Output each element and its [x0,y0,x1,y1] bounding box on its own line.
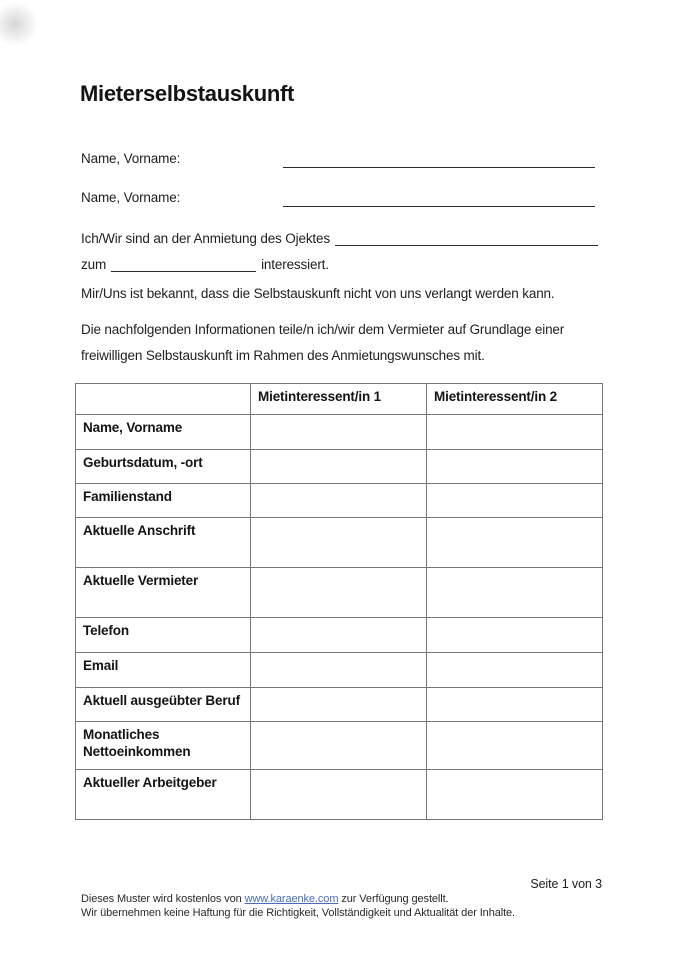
cell-familienstand-interessent-1 [251,484,427,518]
cell-vermieter-interessent-1 [251,568,427,618]
row-label-vermieter: Aktuelle Vermieter [76,568,251,618]
cell-name-interessent-2 [427,415,603,450]
row-label-familienstand: Familienstand [76,484,251,518]
cell-telefon-interessent-1 [251,618,427,653]
cell-geburtsdatum-interessent-1 [251,450,427,484]
table-row [76,722,603,770]
row-label-nettoeinkommen: Monatliches Nettoeinkommen [76,722,251,770]
info-note-line-1: Die nachfolgenden Informationen teile/n ich/wir dem Vermieter auf Grundlage einer [81,322,565,337]
footer-disclaimer: Wir übernehmen keine Haftung für die Richtigkeit, Vollständigkeit und Aktualität der Inhalte. [81,907,516,919]
footer-credit-line [81,893,449,905]
row-label-anschrift: Aktuelle Anschrift [76,518,251,568]
row-label-name-vorname: Name, Vorname [76,415,251,450]
object-sentence-line-1 [81,230,598,256]
footer-credit-prefix: Dieses Muster wird kostenlos von [81,893,242,905]
footer-credit-suffix: zur Verfügung gestellt. [341,893,449,905]
page-title: Mieterselbstauskunft [80,81,295,106]
zum-suffix: interessiert. [261,257,329,272]
object-sentence-line-2 [81,256,598,282]
table-row [76,450,603,484]
blank-line-name-1 [283,152,595,168]
footer-credit-link[interactable]: www.karaenke.com [244,893,339,905]
table-row [76,770,603,820]
table-row [76,653,603,688]
cell-email-interessent-2 [427,653,603,688]
cell-arbeitgeber-interessent-1 [251,770,427,820]
zum-prefix: zum [81,257,107,272]
cell-name-interessent-1 [251,415,427,450]
object-sentence-prefix: Ich/Wir sind an der Anmietung des Ojektes [81,231,330,246]
cell-anschrift-interessent-2 [427,518,603,568]
row-label-geburtsdatum: Geburtsdatum, -ort [76,450,251,484]
table-row [76,518,603,568]
scan-artifact [0,2,38,46]
column-header-interessent-2: Mietinteressent/in 2 [427,384,603,415]
cell-anschrift-interessent-1 [251,518,427,568]
blank-line-zum [111,256,256,272]
object-sentence [81,230,598,282]
row-label-beruf: Aktuell ausgeübter Beruf [76,688,251,722]
page-indicator: Seite 1 von 3 [530,877,602,891]
table-row [76,618,603,653]
cell-beruf-interessent-2 [427,688,603,722]
cell-vermieter-interessent-2 [427,568,603,618]
table-header-row [76,384,603,415]
name-label-2: Name, Vorname: [81,190,181,205]
cell-arbeitgeber-interessent-2 [427,770,603,820]
table-row [76,568,603,618]
row-label-telefon: Telefon [76,618,251,653]
table-row [76,484,603,518]
info-note-line-2: freiwilligen Selbstauskunft im Rahmen des Anmietungswunsches mit. [81,348,485,363]
table-row [76,688,603,722]
cell-familienstand-interessent-2 [427,484,603,518]
cell-beruf-interessent-1 [251,688,427,722]
cell-geburtsdatum-interessent-2 [427,450,603,484]
row-label-email: Email [76,653,251,688]
table-row [76,415,603,450]
cell-telefon-interessent-2 [427,618,603,653]
blank-line-object [335,230,598,246]
column-header-interessent-1: Mietinteressent/in 1 [251,384,427,415]
cell-email-interessent-1 [251,653,427,688]
table-corner-cell [76,384,251,415]
applicant-info-table [75,383,603,820]
cell-nettoeinkommen-interessent-1 [251,722,427,770]
name-label-1: Name, Vorname: [81,151,181,166]
known-note: Mir/Uns ist bekannt, dass die Selbstauskunft nicht von uns verlangt werden kann. [81,286,555,301]
blank-line-name-2 [283,191,595,207]
row-label-arbeitgeber: Aktueller Arbeitgeber [76,770,251,820]
cell-nettoeinkommen-interessent-2 [427,722,603,770]
